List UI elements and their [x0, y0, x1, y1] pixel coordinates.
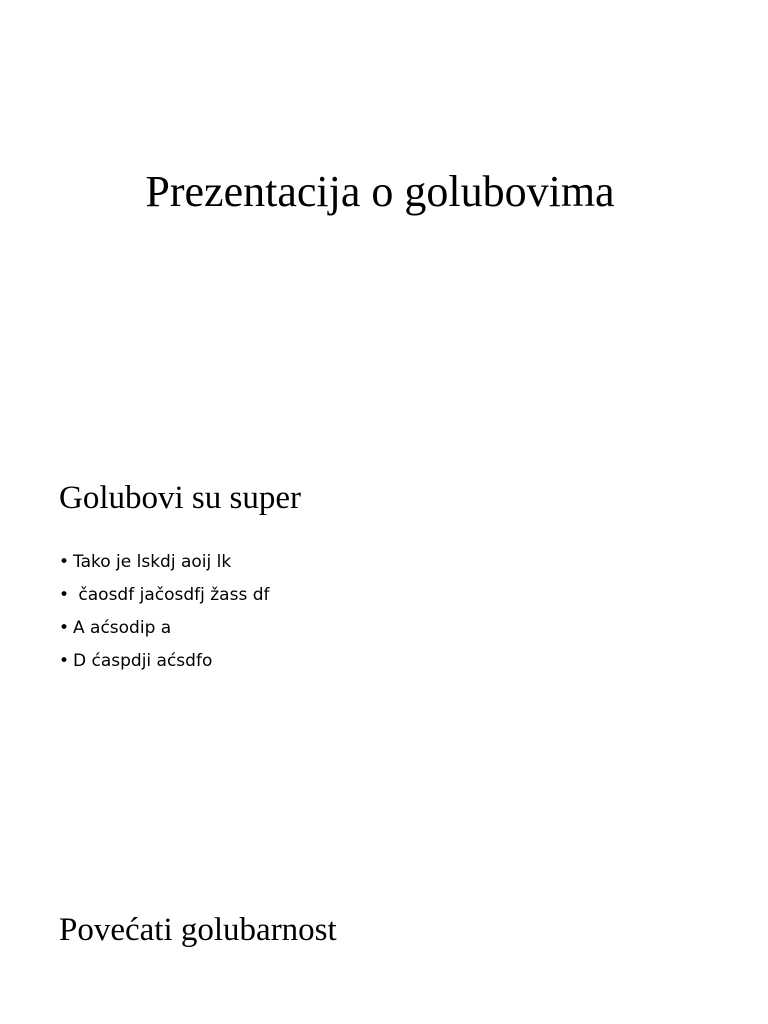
bullet-icon: •	[59, 651, 70, 671]
list-item	[59, 546, 270, 579]
bullet-icon: •	[59, 552, 70, 572]
title-slide	[0, 0, 768, 340]
slide-title: Povećati golubarnost	[59, 912, 337, 948]
bullet-icon: •	[59, 585, 70, 605]
list-item	[59, 612, 270, 645]
content-slide	[0, 340, 768, 680]
presentation-title: Prezentacija o golubovima	[145, 167, 615, 216]
bullet-list	[59, 546, 270, 678]
bullet-icon: •	[59, 618, 70, 638]
third-slide	[0, 680, 768, 1024]
bullet-text: A aćsodip a	[73, 618, 172, 638]
list-item	[59, 579, 270, 612]
bullet-text: Tako je lskdj aoij lk	[73, 552, 232, 572]
list-item	[59, 645, 270, 678]
bullet-text: D ćaspdji aćsdfo	[73, 651, 213, 671]
bullet-text: čaosdf jačosdfj žass df	[73, 585, 270, 605]
slide-title: Golubovi su super	[59, 480, 301, 516]
